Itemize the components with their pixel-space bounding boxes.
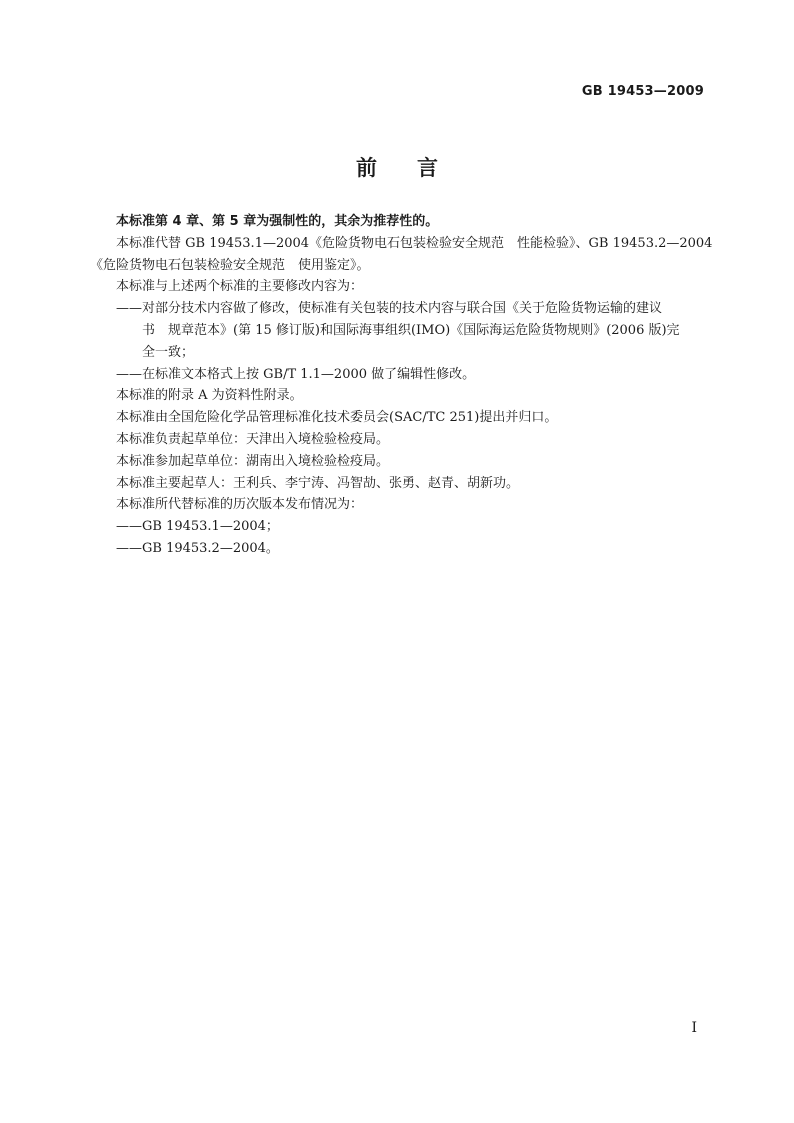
proposer-paragraph: 本标准由全国危险化学品管理标准化技术委员会(SAC/TC 251)提出并归口。 xyxy=(116,410,558,426)
changes-intro-paragraph: 本标准与上述两个标准的主要修改内容为： xyxy=(116,279,364,295)
change-item-1-line1: 对部分技术内容做了修改，使标准有关包装的技术内容与联合国《关于危险货物运输的建议 xyxy=(142,301,663,317)
mandatory-clause-paragraph: 本标准第 4 章、第 5 章为强制性的，其余为推荐性的。 xyxy=(116,214,439,229)
change-item-2 xyxy=(90,364,706,386)
change-item-1-line2: 书 规章范本》(第 15 修订版)和国际海事组织(IMO)《国际海运危险货物规则》(2006 版)完 xyxy=(142,322,680,338)
page-number: I xyxy=(691,1020,697,1036)
history-item-1: ——GB 19453.1—2004； xyxy=(116,519,279,535)
dash-mark: —— xyxy=(116,301,142,317)
drafters-paragraph: 本标准主要起草人：王利兵、李宁涛、冯智劼、张勇、赵青、胡新功。 xyxy=(116,475,520,491)
history-intro-paragraph: 本标准所代替标准的历次版本发布情况为： xyxy=(116,497,364,513)
change-item-1 xyxy=(90,298,706,363)
dash-mark: —— xyxy=(116,366,142,382)
history-item-2: ——GB 19453.2—2004。 xyxy=(116,540,279,556)
replaces-paragraph-line2: 《危险货物电石包装检验安全规范 使用鉴定》。 xyxy=(90,257,370,273)
change-item-2-text: 在标准文本格式上按 GB/T 1.1—2000 做了编辑性修改。 xyxy=(142,366,476,382)
change-item-1-line3: 全一致； xyxy=(142,344,195,360)
page-title: 前言 xyxy=(356,156,478,180)
participating-unit-paragraph: 本标准参加起草单位：湖南出入境检验检疫局。 xyxy=(116,453,390,469)
replaces-paragraph-line1: 本标准代替 GB 19453.1—2004《危险货物电石包装检验安全规范 性能检验》、GB 19453.2—2004 xyxy=(116,235,713,251)
annex-paragraph: 本标准的附录 A 为资料性附录。 xyxy=(116,388,303,404)
standard-code: GB 19453—2009 xyxy=(581,84,704,99)
document-body xyxy=(90,211,713,560)
drafting-unit-paragraph: 本标准负责起草单位：天津出入境检验检疫局。 xyxy=(116,431,390,447)
